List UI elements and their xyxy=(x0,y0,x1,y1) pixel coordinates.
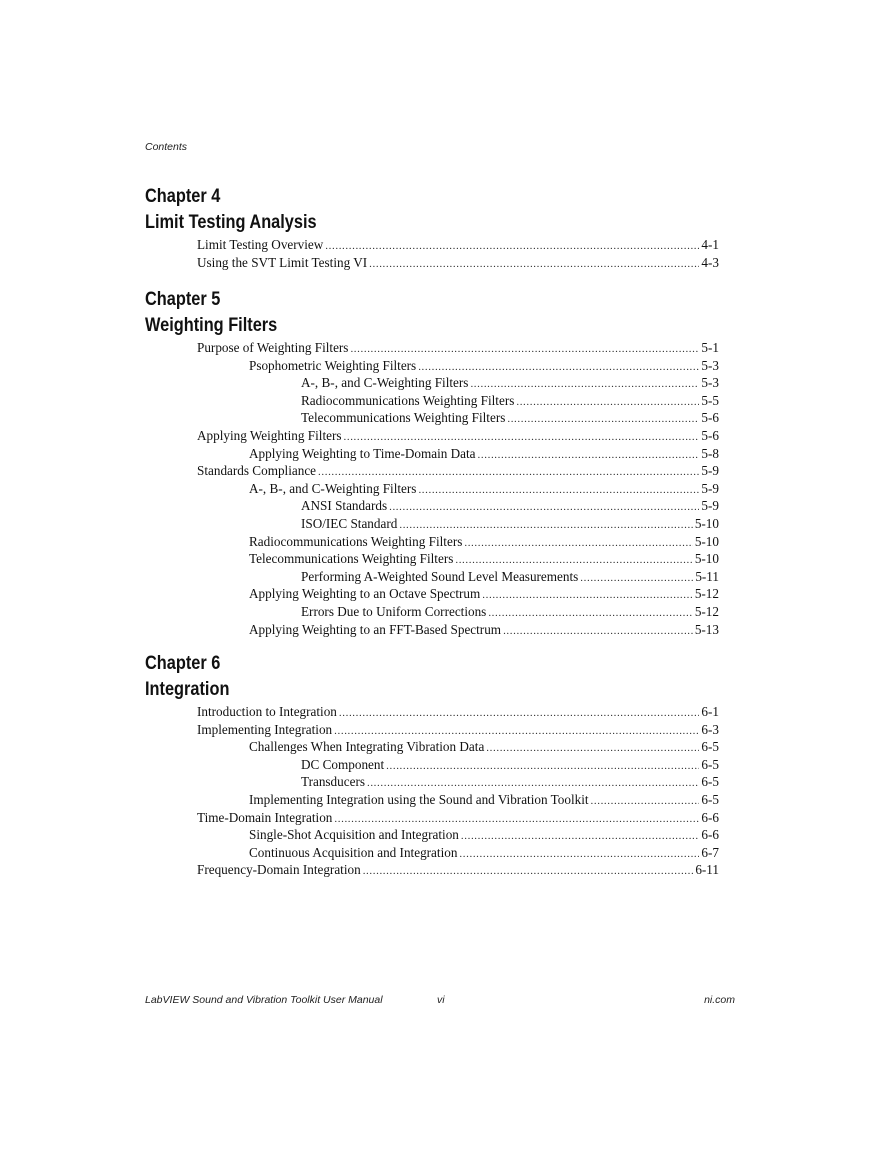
toc-entry-title: Limit Testing Overview xyxy=(197,237,324,252)
toc-entry-page: 6-5 xyxy=(701,791,719,807)
toc-entry-page: 4-1 xyxy=(701,237,719,252)
toc-entry-page: 5-12 xyxy=(694,586,719,602)
toc-entry-page: 5-13 xyxy=(694,621,719,637)
toc-entry-page: 5-9 xyxy=(701,463,719,479)
toc-entry-page: 5-6 xyxy=(701,410,719,426)
toc-entry-title: Frequency-Domain Integration xyxy=(197,862,361,878)
dot-leader xyxy=(591,793,700,811)
dot-leader xyxy=(488,605,692,623)
chapter-4-section xyxy=(145,184,725,271)
footer-page-number: vi xyxy=(437,994,445,1006)
toc-entry-page: 5-3 xyxy=(701,357,719,373)
dot-leader xyxy=(386,758,699,776)
toc-entry[interactable] xyxy=(197,703,719,721)
chapter-title: Weighting Filters xyxy=(145,315,278,336)
toc-entry-title: Time-Domain Integration xyxy=(197,809,333,825)
toc-entry-page: 5-12 xyxy=(694,603,719,619)
toc-entry-title: Psophometric Weighting Filters xyxy=(249,357,417,373)
toc-entry-page: 6-6 xyxy=(701,827,719,843)
toc-entry[interactable] xyxy=(197,339,719,357)
dot-leader xyxy=(461,828,700,846)
toc-entry-title: Introduction to Integration xyxy=(197,704,337,719)
dot-leader xyxy=(339,705,700,723)
toc-entry-title: A-, B-, and C-Weighting Filters xyxy=(249,480,417,496)
toc-entry-title: Radiocommunications Weighting Filters xyxy=(301,392,515,408)
toc-entry[interactable] xyxy=(249,357,719,375)
toc-entry[interactable] xyxy=(301,756,719,774)
chapter-5-section xyxy=(145,287,725,638)
toc-entry-title: Applying Weighting to Time-Domain Data xyxy=(249,445,476,461)
toc-entry[interactable] xyxy=(197,809,719,827)
toc-entries xyxy=(145,236,725,271)
dot-leader xyxy=(418,482,699,500)
toc-entry-page: 6-7 xyxy=(701,844,719,860)
toc-entry-page: 5-5 xyxy=(701,392,719,408)
toc-entry[interactable] xyxy=(301,603,719,621)
toc-entry-page: 6-11 xyxy=(695,862,719,878)
toc-entry-title: DC Component xyxy=(301,756,385,772)
toc-entry[interactable] xyxy=(249,621,719,639)
dot-leader xyxy=(503,623,693,641)
toc-entry-page: 5-1 xyxy=(701,340,719,355)
toc-entries xyxy=(145,339,725,638)
toc-entry-page: 5-10 xyxy=(694,551,719,567)
toc-entry-page: 5-11 xyxy=(695,568,719,584)
toc-entry[interactable] xyxy=(197,236,719,254)
dot-leader xyxy=(325,238,699,256)
dot-leader xyxy=(580,570,693,588)
dot-leader xyxy=(389,499,699,517)
toc-entry-page: 6-3 xyxy=(701,721,719,737)
toc-entry[interactable] xyxy=(249,533,719,551)
toc-entry-title: Errors Due to Uniform Corrections xyxy=(301,603,487,619)
toc-entry[interactable] xyxy=(301,568,719,586)
chapter-number: Chapter 4 xyxy=(145,186,221,207)
dot-leader xyxy=(369,256,699,274)
toc-entry-title: Using the SVT Limit Testing VI xyxy=(197,254,368,270)
toc-entry[interactable] xyxy=(249,480,719,498)
toc-entry-page: 4-3 xyxy=(701,254,719,270)
toc-entry-title: Applying Weighting to an Octave Spectrum xyxy=(249,586,481,602)
toc-entry-title: Radiocommunications Weighting Filters xyxy=(249,533,463,549)
toc-entry-page: 6-6 xyxy=(701,809,719,825)
toc-entry[interactable] xyxy=(249,826,719,844)
toc-entry-page: 6-5 xyxy=(701,756,719,772)
dot-leader xyxy=(482,587,693,605)
toc-entry-page: 6-5 xyxy=(701,739,719,755)
dot-leader xyxy=(507,411,699,429)
chapter-6-section xyxy=(145,651,725,879)
toc-entry[interactable] xyxy=(249,445,719,463)
toc-entry-title: Transducers xyxy=(301,774,365,790)
toc-entry-title: ANSI Standards xyxy=(301,498,388,514)
toc-entry[interactable] xyxy=(249,585,719,603)
toc-entry-title: Purpose of Weighting Filters xyxy=(197,340,349,355)
toc-entry-page: 5-9 xyxy=(701,480,719,496)
running-head: Contents xyxy=(145,141,188,153)
dot-leader xyxy=(478,447,700,465)
toc-entry-page: 5-6 xyxy=(701,427,719,443)
chapter-title: Limit Testing Analysis xyxy=(145,212,317,233)
toc-entry-page: 6-5 xyxy=(701,774,719,790)
toc-entry[interactable] xyxy=(197,462,719,480)
toc-entry[interactable] xyxy=(301,392,719,410)
toc-entry-title: Performing A-Weighted Sound Level Measurements xyxy=(301,568,579,584)
toc-entry-page: 6-1 xyxy=(701,704,719,719)
toc-entry[interactable] xyxy=(301,515,719,533)
chapter-number: Chapter 6 xyxy=(145,653,221,674)
dot-leader xyxy=(459,846,699,864)
chapter-number: Chapter 5 xyxy=(145,289,221,310)
toc-entry-title: Standards Compliance xyxy=(197,463,317,479)
toc-entry-title: Telecommunications Weighting Filters xyxy=(301,410,506,426)
dot-leader xyxy=(486,740,699,758)
toc-entry[interactable] xyxy=(197,721,719,739)
footer-manual-title: LabVIEW Sound and Vibration Toolkit User Manual xyxy=(145,994,383,1006)
toc-entry[interactable] xyxy=(197,427,719,445)
toc-entry-title: Applying Weighting to an FFT-Based Spectrum xyxy=(249,621,502,637)
footer-site: ni.com xyxy=(704,994,735,1006)
toc-entry[interactable] xyxy=(301,773,719,791)
toc-entry-page: 5-9 xyxy=(701,498,719,514)
toc-entry-page: 5-10 xyxy=(694,515,719,531)
toc-entry-title: Single-Shot Acquisition and Integration xyxy=(249,827,459,843)
toc-entry-page: 5-8 xyxy=(701,445,719,461)
toc-entry[interactable] xyxy=(301,409,719,427)
toc-entry[interactable] xyxy=(197,861,719,879)
toc-entry[interactable] xyxy=(301,374,719,392)
toc-entry-title: Applying Weighting Filters xyxy=(197,427,342,443)
dot-leader xyxy=(363,863,694,881)
toc-entry-title: Implementing Integration using the Sound and Vibration Toolkit xyxy=(249,791,589,807)
toc-entry-title: Telecommunications Weighting Filters xyxy=(249,551,454,567)
toc-entry-title: Implementing Integration xyxy=(197,721,333,737)
toc-entry[interactable] xyxy=(301,497,719,515)
toc-entry[interactable] xyxy=(249,738,719,756)
page-footer xyxy=(145,994,735,1008)
toc-entry[interactable] xyxy=(249,844,719,862)
toc-entry-title: A-, B-, and C-Weighting Filters xyxy=(301,375,469,391)
dot-leader xyxy=(516,394,699,412)
toc-entry-title: Challenges When Integrating Vibration Data xyxy=(249,739,485,755)
toc-entry[interactable] xyxy=(249,791,719,809)
toc-entry[interactable] xyxy=(249,550,719,568)
toc-entry[interactable] xyxy=(197,254,719,272)
toc-entries xyxy=(145,703,725,879)
toc-entry-title: ISO/IEC Standard xyxy=(301,515,398,531)
dot-leader xyxy=(464,535,692,553)
chapter-title: Integration xyxy=(145,679,230,700)
toc-entry-page: 5-10 xyxy=(694,533,719,549)
toc-entry-title: Continuous Acquisition and Integration xyxy=(249,844,458,860)
toc-entry-page: 5-3 xyxy=(701,375,719,391)
